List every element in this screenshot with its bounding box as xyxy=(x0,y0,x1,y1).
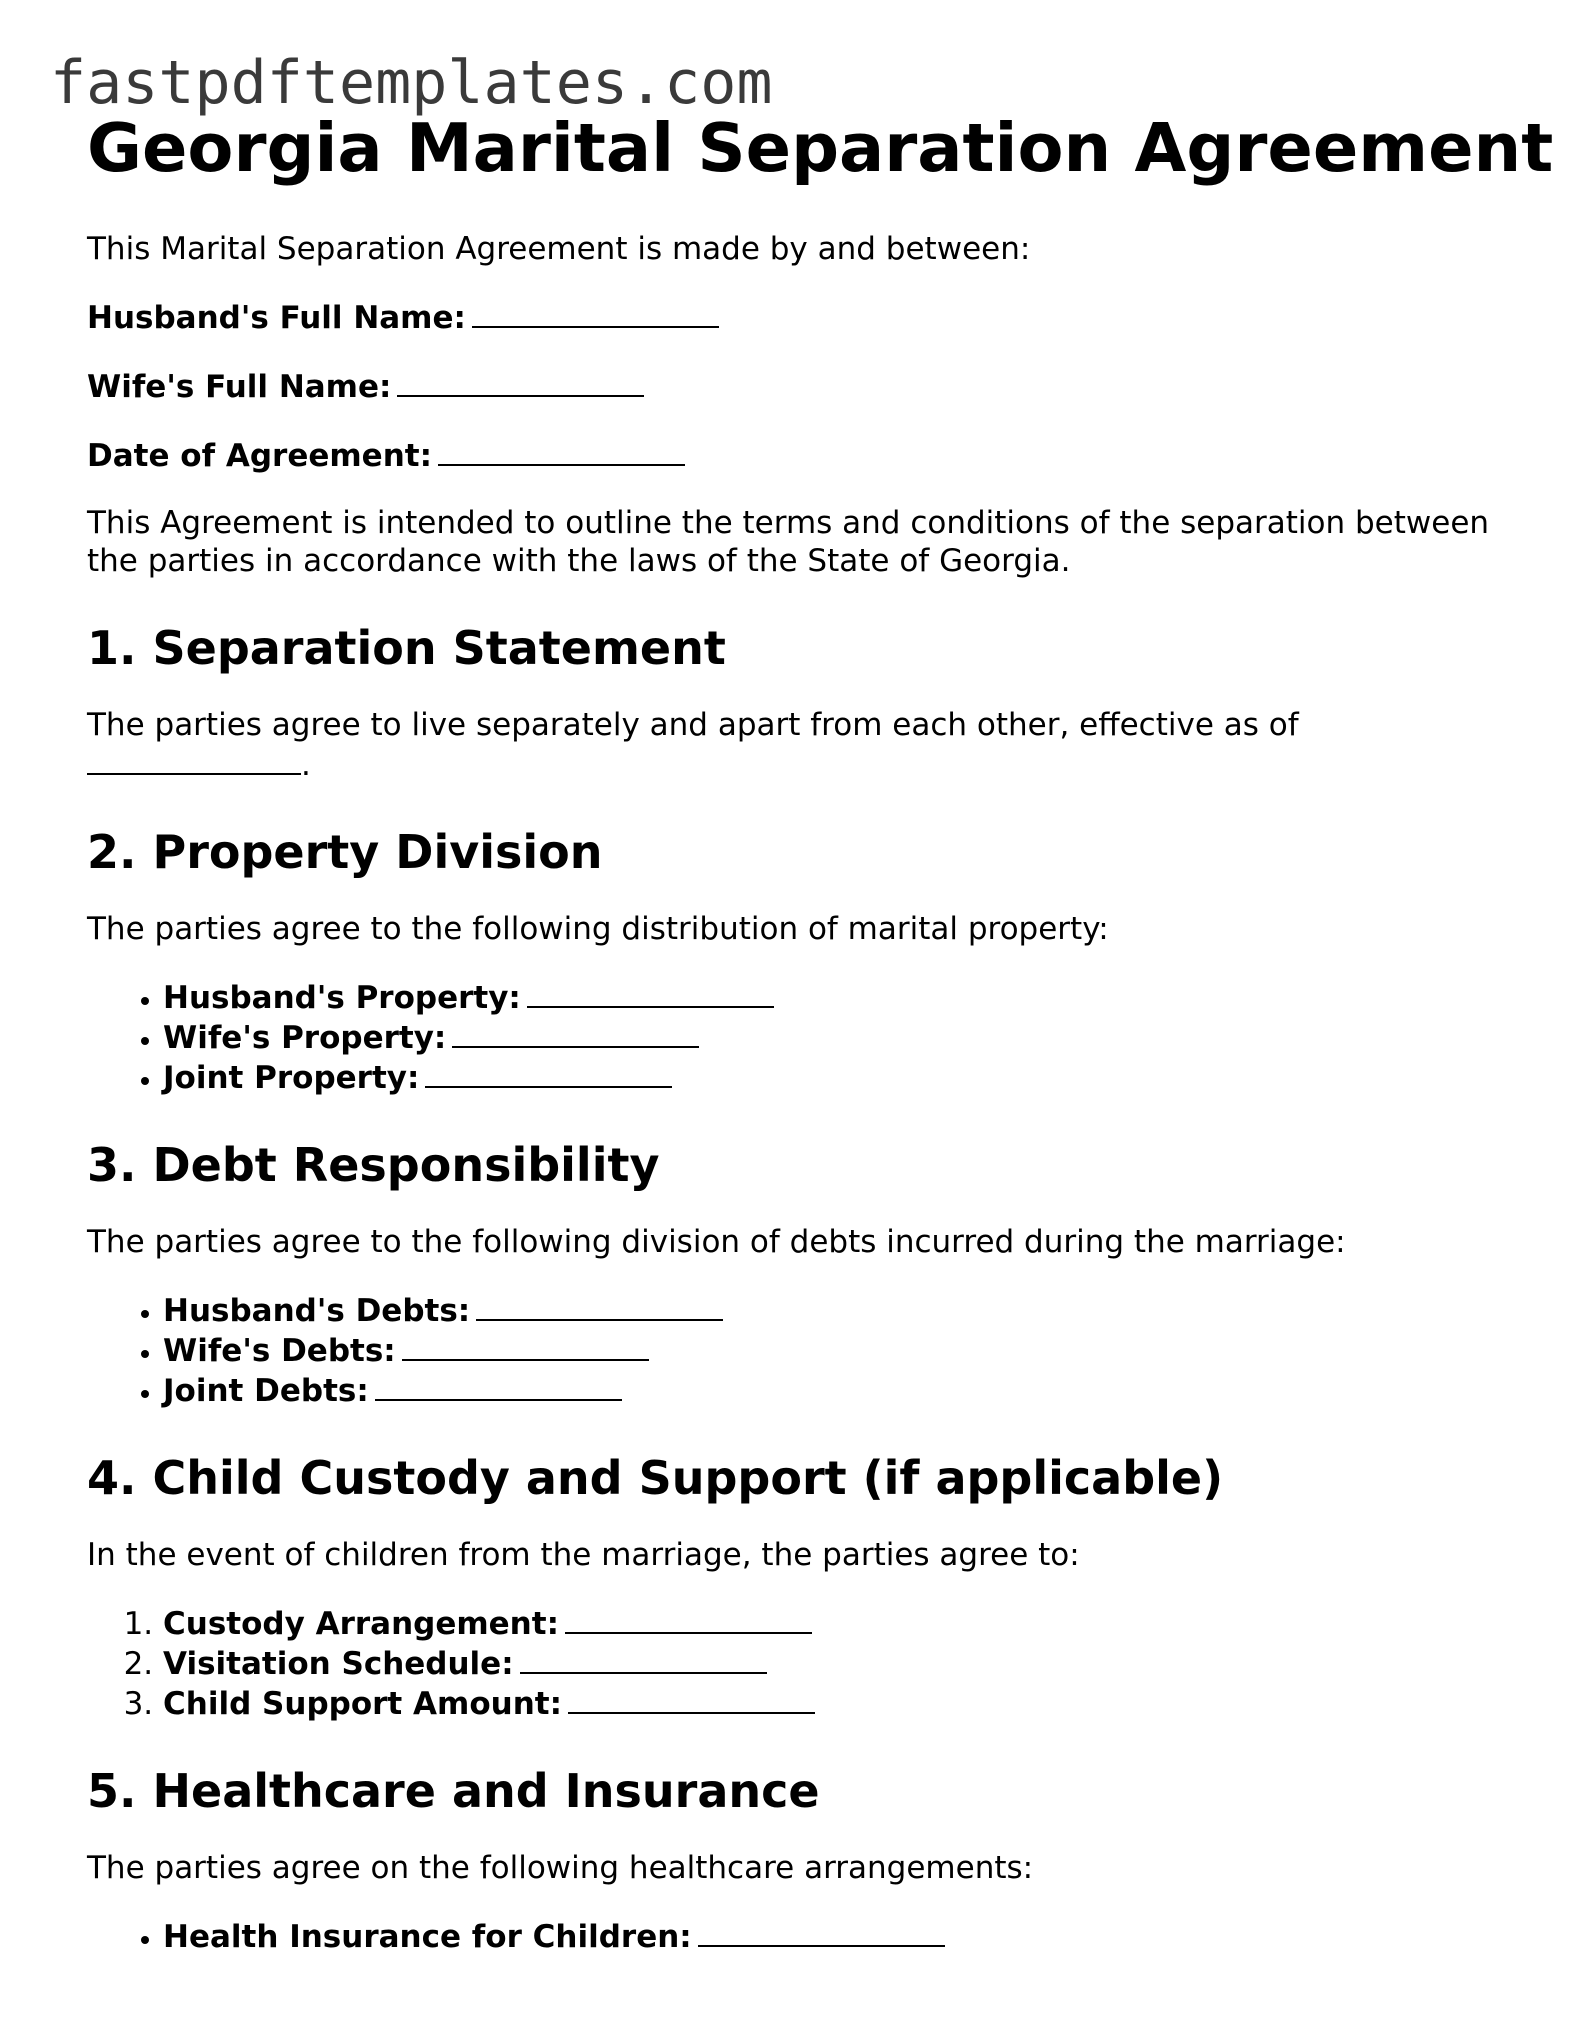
wife-name-label: Wife's Full Name: xyxy=(87,369,392,405)
custody-arrangement-label: Custody Arrangement: xyxy=(163,1606,559,1642)
wife-property-blank xyxy=(452,1017,699,1048)
wife-debts-label: Wife's Debts: xyxy=(163,1333,396,1369)
visitation-schedule-label: Visitation Schedule: xyxy=(163,1646,514,1682)
joint-debts-label: Joint Debts: xyxy=(163,1373,369,1409)
section-5-heading: 5. Healthcare and Insurance xyxy=(87,1764,820,1818)
list-item xyxy=(163,1603,1527,1643)
health-insurance-blank xyxy=(698,1916,945,1947)
agreement-date-label: Date of Agreement: xyxy=(87,438,432,474)
custody-arrangement-blank xyxy=(565,1603,812,1634)
intro-paragraph: This Marital Separation Agreement is made by and between: xyxy=(87,231,1031,267)
debt-list xyxy=(87,1290,1527,1410)
joint-property-blank xyxy=(425,1057,672,1088)
section-3-text: The parties agree to the following division of debts incurred during the marriage: xyxy=(87,1224,1346,1260)
purpose-paragraph: This Agreement is intended to outline the terms and conditions of the separation between the parties in accordance with the laws of the State of Georgia. xyxy=(87,505,1490,579)
section-1-text xyxy=(87,706,1527,784)
document-body xyxy=(87,108,1554,1956)
husband-property-blank xyxy=(527,977,774,1008)
wife-name-field xyxy=(87,366,1527,406)
section-5-text: The parties agree on the following healthcare arrangements: xyxy=(87,1850,1034,1886)
husband-name-label: Husband's Full Name: xyxy=(87,300,466,336)
visitation-schedule-blank xyxy=(520,1643,767,1674)
list-item xyxy=(163,1057,1527,1097)
property-list xyxy=(87,977,1527,1097)
list-item xyxy=(163,1017,1527,1057)
list-item xyxy=(163,1370,1527,1410)
section-1-period: . xyxy=(301,747,311,783)
section-1-heading: 1. Separation Statement xyxy=(87,621,726,675)
wife-name-blank xyxy=(397,366,644,397)
custody-list xyxy=(87,1603,1527,1723)
list-item xyxy=(163,1643,1527,1683)
section-2-heading: 2. Property Division xyxy=(87,825,603,879)
section-2-text: The parties agree to the following distribution of marital property: xyxy=(87,911,1109,947)
document-title: Georgia Marital Separation Agreement xyxy=(87,109,1554,187)
healthcare-list xyxy=(87,1916,1527,1956)
agreement-date-blank xyxy=(438,435,685,466)
husband-name-blank xyxy=(472,297,719,328)
husband-name-field xyxy=(87,297,1527,337)
joint-property-label: Joint Property: xyxy=(163,1060,420,1096)
watermark-text: fastpdftemplates.com xyxy=(50,48,773,118)
list-item xyxy=(163,977,1527,1017)
joint-debts-blank xyxy=(375,1370,622,1401)
section-3-heading: 3. Debt Responsibility xyxy=(87,1138,660,1192)
husband-property-label: Husband's Property: xyxy=(163,980,521,1016)
wife-debts-blank xyxy=(402,1330,649,1361)
husband-debts-label: Husband's Debts: xyxy=(163,1293,471,1329)
child-support-label: Child Support Amount: xyxy=(163,1686,562,1722)
health-insurance-label: Health Insurance for Children: xyxy=(163,1919,692,1955)
wife-property-label: Wife's Property: xyxy=(163,1020,447,1056)
list-item xyxy=(163,1290,1527,1330)
effective-date-blank xyxy=(87,744,301,775)
list-item xyxy=(163,1916,1527,1956)
husband-debts-blank xyxy=(476,1290,723,1321)
agreement-date-field xyxy=(87,435,1527,475)
list-item xyxy=(163,1330,1527,1370)
section-1-statement: The parties agree to live separately and apart from each other, effective as of xyxy=(87,707,1299,743)
list-item xyxy=(163,1683,1527,1723)
child-support-blank xyxy=(568,1683,815,1714)
section-4-text: In the event of children from the marriage, the parties agree to: xyxy=(87,1537,1080,1573)
section-4-heading: 4. Child Custody and Support (if applicable) xyxy=(87,1451,1224,1505)
